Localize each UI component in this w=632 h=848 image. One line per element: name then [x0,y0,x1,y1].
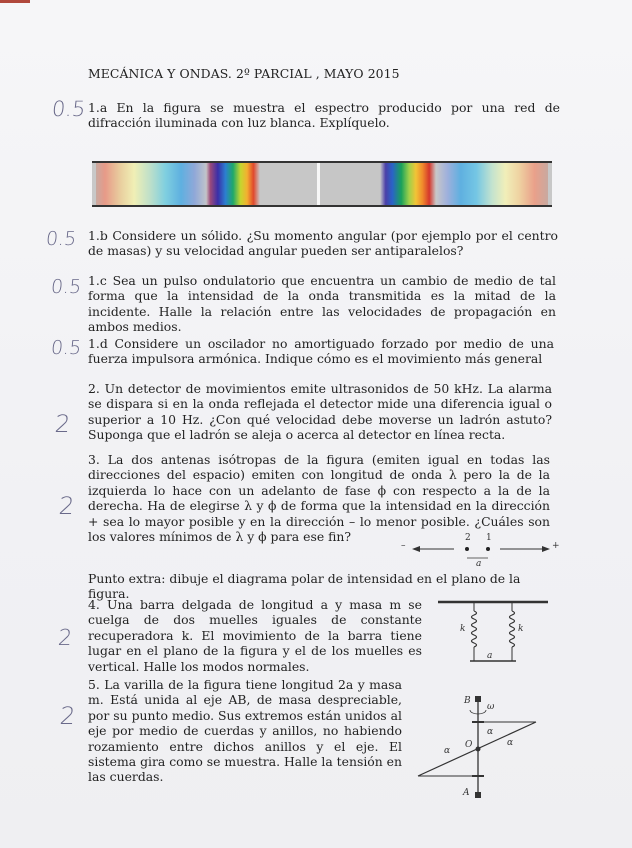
label-O: O [465,740,473,750]
label-alpha-right: α [507,738,514,748]
pivot-O [476,747,481,752]
corner-mark [0,0,30,3]
label-antenna-1: 1 [486,533,492,543]
label-B: B [464,696,471,706]
label-k-right: k [518,624,524,634]
spring-right [510,611,515,647]
label-alpha-left: α [444,746,451,756]
grade-q2: 2 [53,410,72,438]
question-1a: 1.a En la figura se muestra el espectro producido por una red de difracción iluminada con luz blanca. Explíquelo. [88,100,560,131]
label-k-left: k [460,624,466,634]
spring-left [472,611,477,647]
grade-q1d: 0.5 [49,337,83,359]
grade-q4: 2 [56,626,74,651]
diffraction-spectrum [92,161,552,207]
exam-title: MECÁNICA Y ONDAS. 2º PARCIAL , MAYO 2015 [88,66,400,81]
question-4: 4. Una barra delgada de longitud a y masa m se cuelga de dos muelles iguales de constante recuperadora k. El movimiento de la barra tiene lugar en el plano de la figura y el de los muelles es vertical. Halle los modos normales. [88,597,422,674]
extra-point: Punto extra: dibuje el diagrama polar de intensidad en el plano de la figura. [88,571,521,602]
label-minus: – [401,541,406,551]
question-5: 5. La varilla de la figura tiene longitud 2a y masa m. Está unida al eje AB, de masa despreciable, por su punto medio. Sus extremos están unidos al eje por medio de cuerdas y anillos, no habiendo rozamiento entre dichos anillos y el eje. El sistema gira como se muestra. Halle la tensión en las cuerdas. [88,677,402,785]
question-1d: 1.d Considere un oscilador no amortiguado forzado por medio de una fuerza impulsora armónica. Indique cómo es el movimiento más general [88,336,554,367]
label-antenna-2: 2 [465,533,471,543]
label-omega: ω [487,702,495,712]
label-spacing-a: a [476,559,482,569]
label-plus: + [552,541,560,551]
label-alpha-top: α [487,727,494,737]
question-3: 3. La dos antenas isótropas de la figura (emiten igual en todas las direcciones del espacio) emiten con longitud de onda λ pero la de la izquierda lo hace con un adelanto de fase ϕ con respecto a la de la derecha. Ha de elegirse λ y ϕ de forma que la intensidad en la dirección + sea lo mayor posible y en la dirección – lo menor posible. ¿Cuáles son los valores mínimos de λ y ϕ para ese fin? [88,452,550,545]
grade-q5: 2 [58,702,77,730]
question-2: 2. Un detector de movimientos emite ultrasonidos de 50 kHz. La alarma se dispara si en la onda reflejada el detector mide una diferencia igual o superior a 10 Hz. ¿Con qué velocidad debe moverse un ladrón astuto? Suponga que el ladrón se aleja o acerca al detector en línea recta. [88,381,552,443]
antenna-1 [486,547,490,551]
springs-figure [436,598,550,668]
grade-q3: 2 [57,492,76,520]
question-1c: 1.c Sea un pulso ondulatorio que encuentra un cambio de medio de tal forma que la intensidad de la onda transmitida es la mitad de la incidente. Halle la relación entre las velocidades de propagación en ambos medios. [88,273,556,335]
grade-q1a: 0.5 [50,97,87,121]
label-A: A [463,788,470,798]
antenna-2 [465,547,469,551]
grade-q1b: 0.5 [44,228,78,250]
rod-figure [412,692,548,806]
label-bar-a: a [487,651,493,661]
grade-q1c: 0.5 [49,276,83,298]
question-1b: 1.b Considere un sólido. ¿Su momento angular (por ejemplo por el centro de masas) y su velocidad angular pueden ser antiparalelos? [88,228,558,259]
